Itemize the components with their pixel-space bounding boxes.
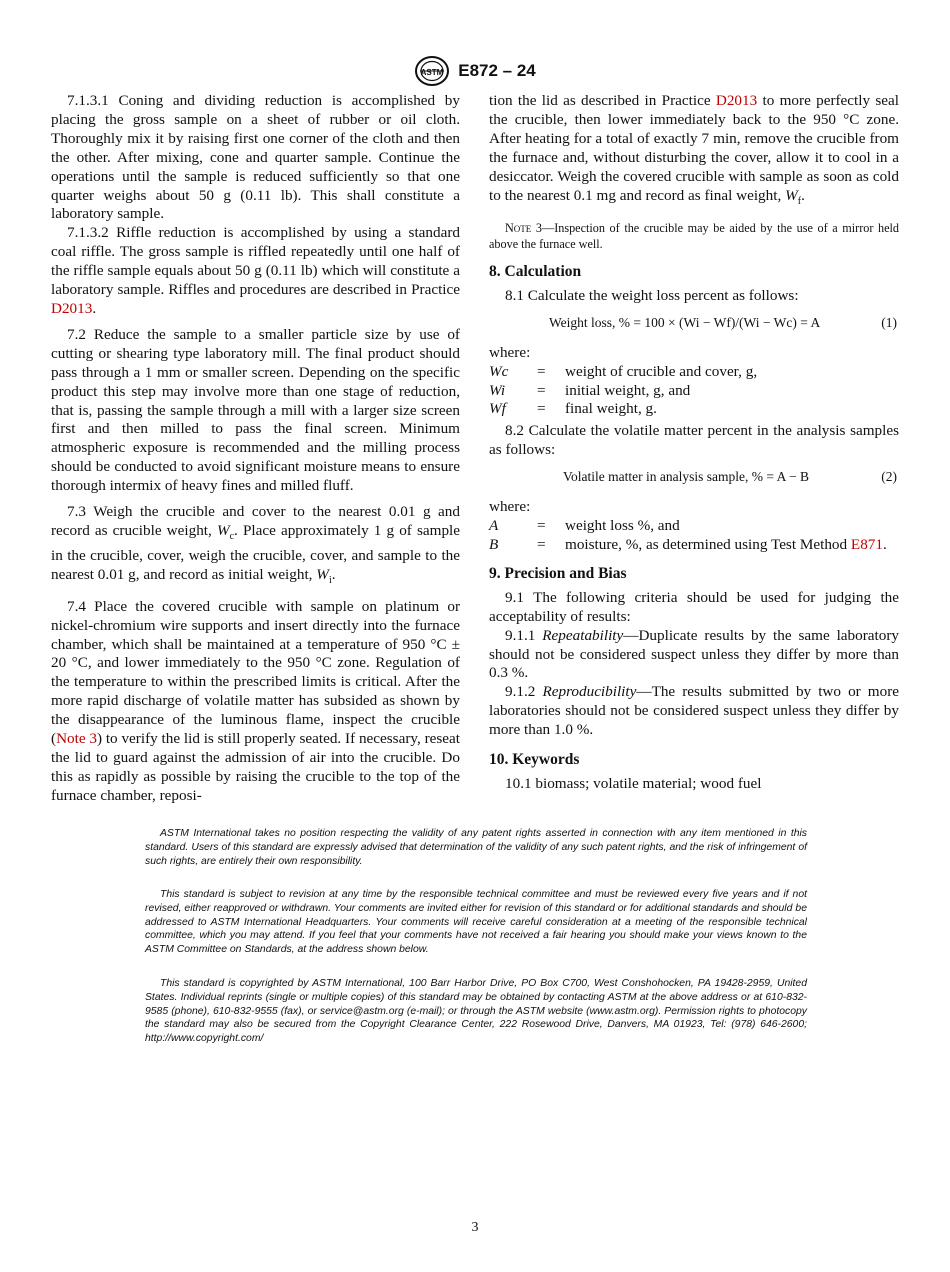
paragraph-8-2: 8.2 Calculate the volatile matter percent in the analysis samples as follows:	[489, 422, 899, 459]
definition-row: B = moisture, %, as determined using Test Method E871.	[489, 535, 887, 553]
paragraph-7-3: 7.3 Weigh the crucible and cover to the nearest 0.01 g and record as crucible weight, $W_c$. Place approximately 1 g of sample in the crucible, cover, weigh the crucible, cover, and sample to the nearest 0.01 g, and record as initial weight, $W_i$.	[51, 503, 460, 586]
svg-text:ASTM: ASTM	[420, 68, 444, 77]
paragraph-7-1-3-2: 7.1.3.2 Riffle reduction is accomplished by using a standard coal riffle. The gross sample is riffled repeatedly until one half of the riffle sample equals about 50 g (0.11 lb) which will constitute a laboratory sample. Riffles and procedures are described in Practice D2013.	[51, 224, 460, 317]
paragraph-8-1: 8.1 Calculate the weight loss percent as follows:	[505, 287, 799, 305]
section-10-heading: 10. Keywords	[489, 751, 580, 769]
legal-notice-copyright: This standard is copyrighted by ASTM International, 100 Barr Harbor Drive, PO Box C700, West Conshohocken, PA 19428-2959, United States. Individual reprints (single or multiple copies) of this standard may be obtained by contacting ASTM at the above address or at 610-832-9585 (phone), 610-832-9555 (fax), or service@astm.org (e-mail); or through the ASTM website (www.astm.org). Permission rights to photocopy the standard may also be secured from the Copyright Clearance Center, 222 Rosewood Drive, Danvers, MA 01923, Tel: (978) 646-2600; http://www.copyright.com/	[145, 978, 807, 1045]
astm-logo-icon	[414, 55, 450, 87]
left-column	[51, 92, 460, 806]
page-header	[0, 55, 950, 87]
equation-2	[489, 464, 899, 490]
where-label-2: where:	[489, 498, 531, 516]
document-designation: E872 – 24	[458, 61, 536, 80]
where-label-1: where:	[489, 344, 531, 362]
paragraph-7-4-continued: tion the lid as described in Practice D2013 to more perfectly seal the crucible, then lower immediately back to the 950 °C zone. After heating for a total of exactly 7 min, remove the crucible from the furnace and, without disturbing the cover, allow it to cool in a desiccator. Weigh the covered crucible with sample as soon as cold to the nearest 0.1 mg and record as final weight, $W_f$.	[489, 92, 899, 207]
equation-2-number: (2)	[881, 469, 897, 485]
paragraph-9-1-2: 9.1.2 Reproducibility—The results submitted by two or more laboratories should not be considered suspect unless they differ by more than 1.0 %.	[489, 683, 899, 739]
legal-notice-patent: ASTM International takes no position respecting the validity of any patent rights asserted in connection with any item mentioned in this standard. Users of this standard are expressly advised that determination of the validity of any such patent rights, and the risk of infringement of such rights, are entirely their own responsibility.	[145, 828, 807, 867]
paragraph-9-1-1: 9.1.1 Repeatability—Duplicate results by the same laboratory should not be considered suspect unless they differ by more than 0.3 %.	[489, 626, 899, 682]
equation-1-number: (1)	[881, 315, 897, 331]
equation-1	[489, 310, 899, 336]
paragraph-7-2: 7.2 Reduce the sample to a smaller particle size by use of cutting or shearing type laboratory mill. The final product should pass through a 1 mm or smaller screen. Depending on the specific product this step may involve more than one stage of reduction, that is, passing the sample through a mill with a larger size screen first and then milled to pass the final screen. Minimum atmospheric exposure is recommended and the milling process should be conducted to avoid significant moisture means to ensure thorough intermix of heavy fines and milled fluff.	[51, 325, 460, 495]
definitions-list-2	[489, 517, 887, 554]
paragraph-10-1: 10.1 biomass; volatile material; wood fuel	[505, 775, 762, 792]
legal-notice-revision: This standard is subject to revision at any time by the responsible technical committee and must be reviewed every five years and if not revised, either reapproved or withdrawn. Your comments are invited either for revision of this standard or for additional standards and should be addressed to ASTM International Headquarters. Your comments will receive careful consideration at a meeting of the responsible technical committee, which you may attend. If you feel that your comments have not received a fair hearing you should make your views known to the ASTM Committee on Standards, at the address shown below.	[145, 889, 807, 956]
definition-row: Wc = weight of crucible and cover, g,	[489, 363, 758, 381]
paragraph-9-1: 9.1 The following criteria should be used for judging the acceptability of results:	[489, 588, 899, 625]
paragraph-7-1-3-1: 7.1.3.1 Coning and dividing reduction is accomplished by placing the gross sample on a sheet of rubber or oil cloth. Thoroughly mix it by raising first one corner of the cloth and then the other. After mixing, cone and quarter sample. Continue the operations until the sample is reduced sufficiently so that one quarter weighs about 50 g (0.11 lb). This shall constitute a laboratory sample.	[51, 92, 460, 223]
definition-row: Wi = initial weight, g, and	[489, 381, 691, 399]
definitions-list-1	[489, 363, 757, 418]
equation-2-body: Volatile matter in analysis sample, % = A − B	[563, 469, 809, 485]
right-column	[489, 92, 899, 794]
link-note-3[interactable]: Note 3	[56, 730, 97, 748]
link-e871[interactable]: E871	[850, 535, 883, 553]
definition-row: A = weight loss %, and	[489, 517, 680, 535]
definition-row: Wf = final weight, g.	[489, 400, 657, 417]
note-3: Note 3—Inspection of the crucible may be aided by the use of a mirror held above the furnace well.	[489, 221, 900, 252]
link-d2013-2[interactable]: D2013	[715, 92, 758, 109]
section-9-heading: 9. Precision and Bias	[489, 564, 627, 582]
paragraph-7-4: 7.4 Place the covered crucible with sample on platinum or nickel-chromium wire supports and insert directly into the furnace chamber, which shall be maintained at a temperature of 950 °C ± 20 °C, and lower immediately to the 950 °C zone. Regulation of the temperature to within the prescribed limits is critical. After the more rapid discharge of volatile matter has subsided as shown by the disappearance of the luminous flame, inspect the crucible (Note 3) to verify the lid is still properly seated. If necessary, reseat the lid to guard against the admission of air into the crucible. Do this as rapidly as possible by raising the crucible to the top of the furnace chamber, reposi-	[51, 597, 460, 804]
section-8-heading: 8. Calculation	[489, 263, 582, 281]
link-d2013[interactable]: D2013	[51, 299, 93, 317]
equation-1-body: Weight loss, % = 100 × (Wi − Wf)/(Wi − Wc) = A	[549, 315, 821, 331]
page-number: 3	[471, 1220, 479, 1235]
